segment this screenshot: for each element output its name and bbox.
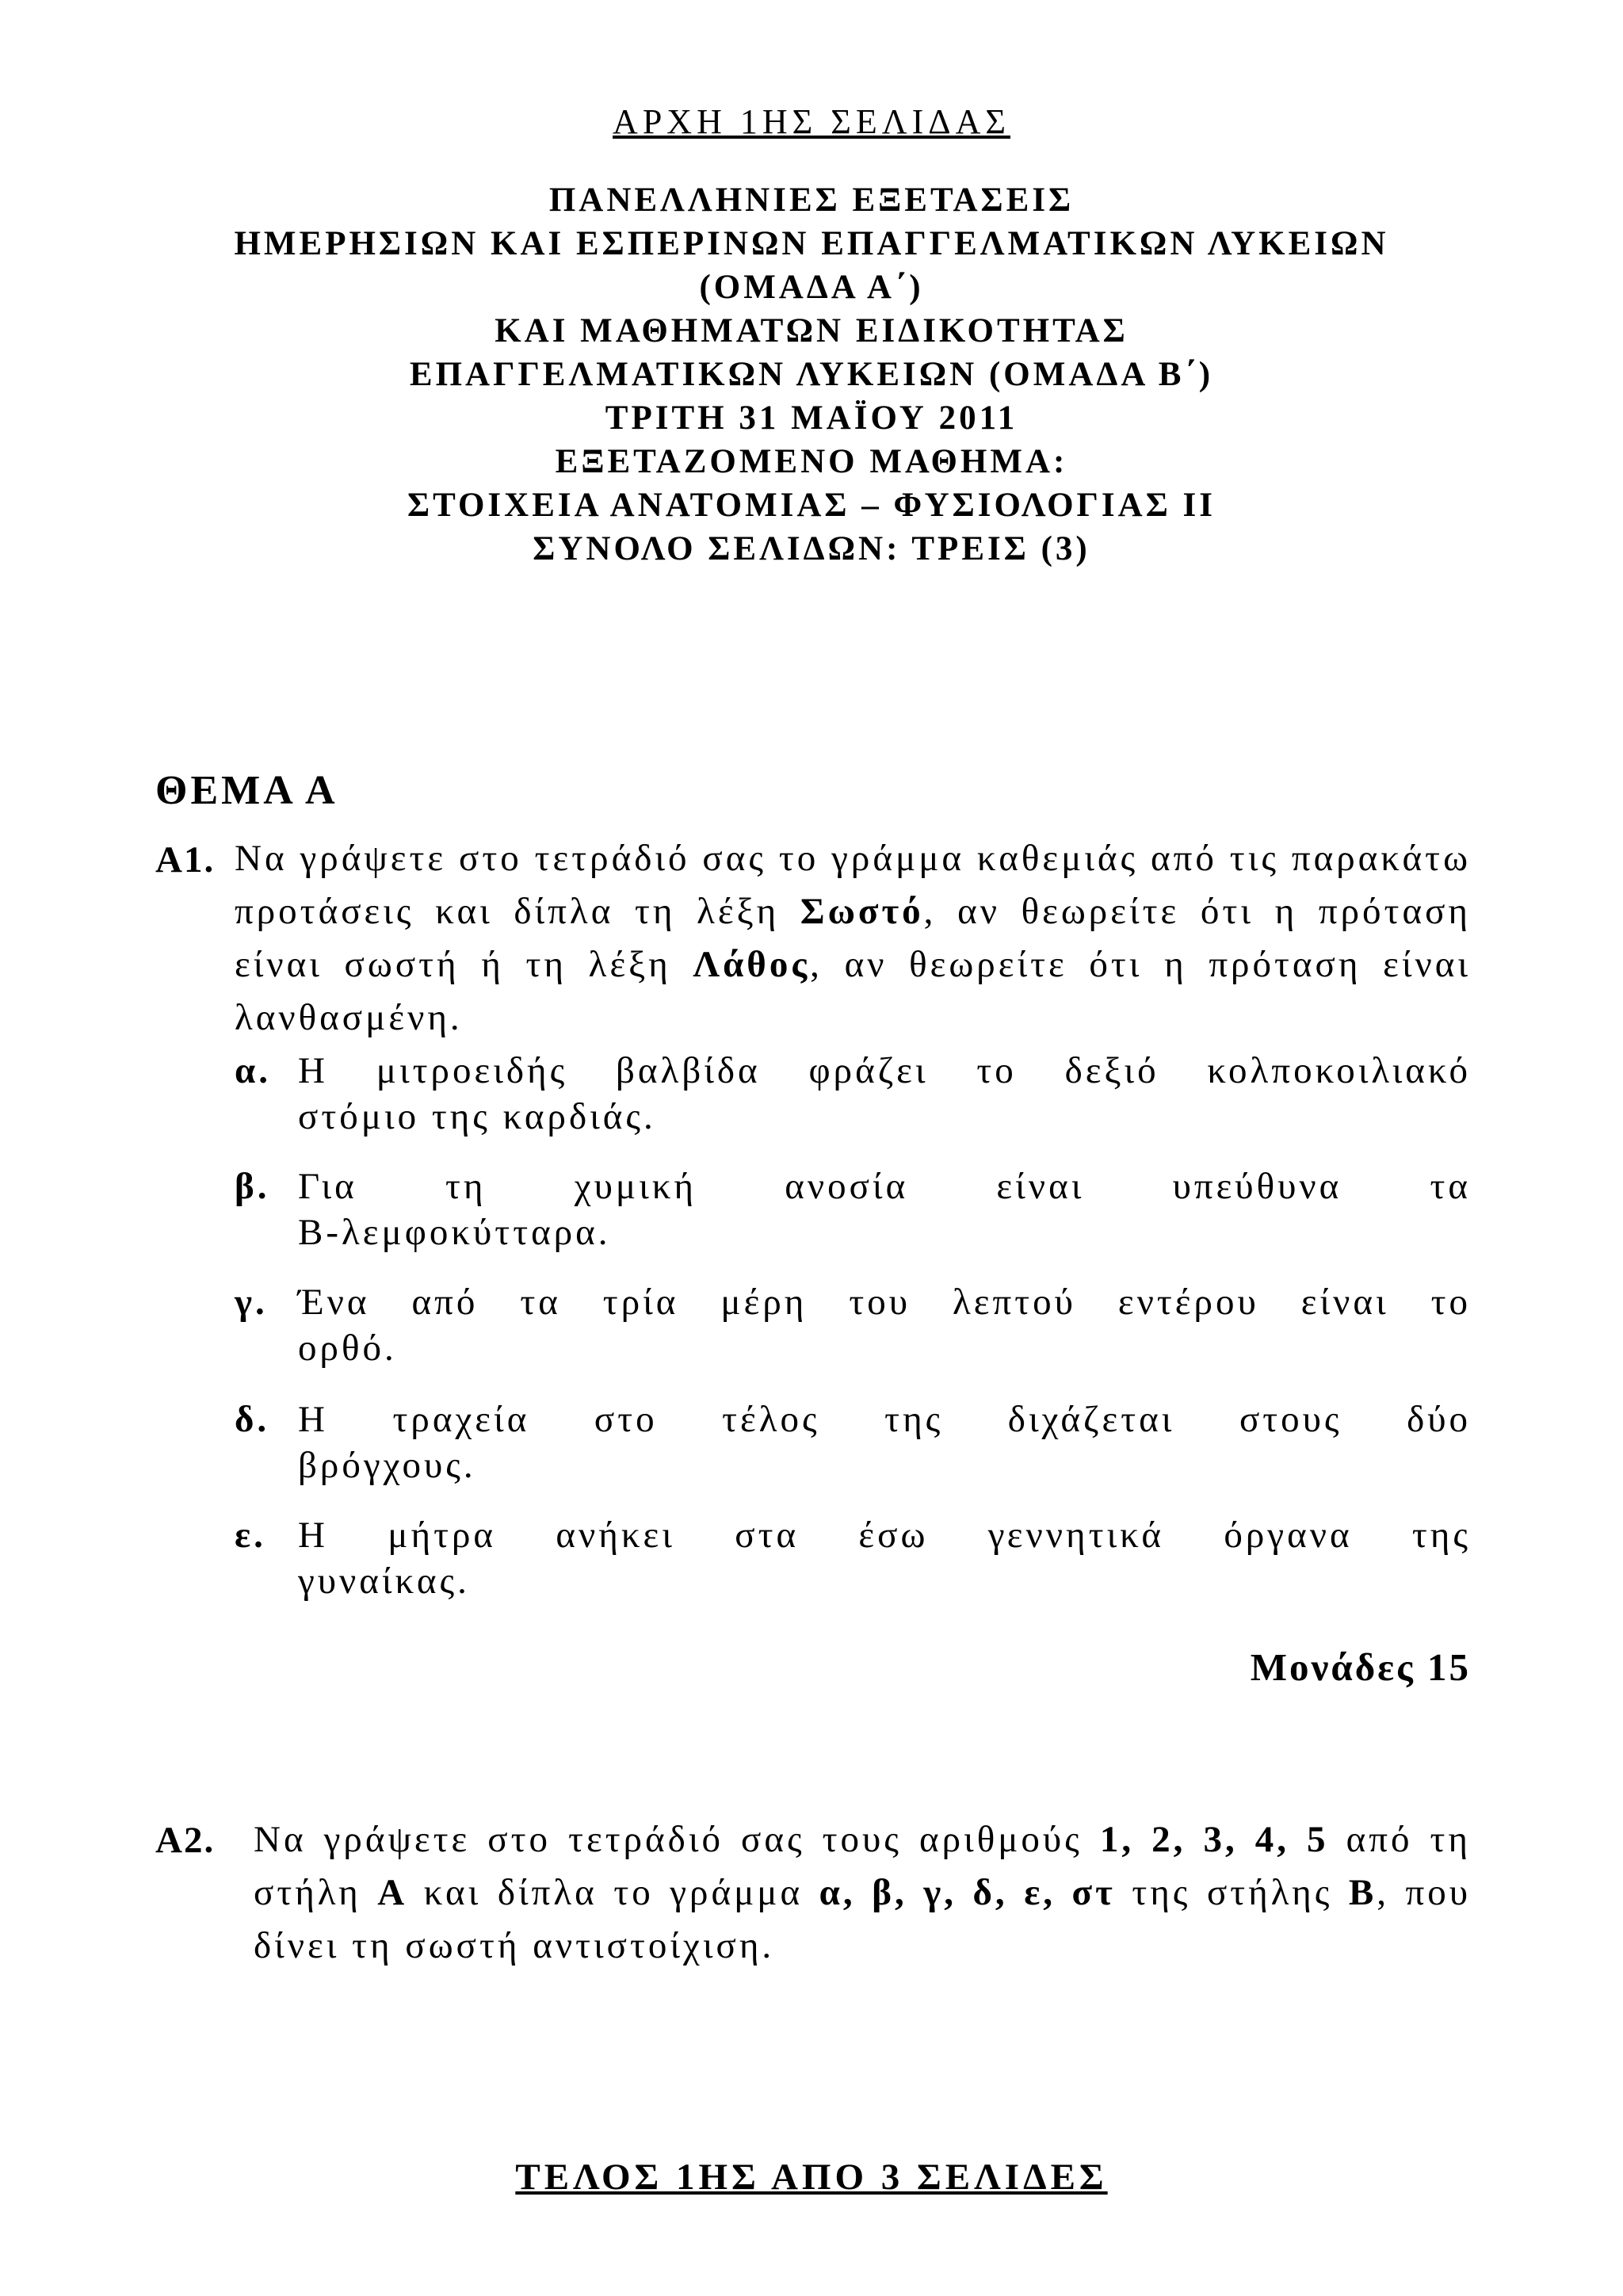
statement-item [235,1048,1471,1140]
a2-text-part: της στήλης [1115,1872,1349,1913]
statement-line: Β-λεμφοκύτταρα. [298,1212,611,1253]
header-line: ΤΡΙΤΗ 31 ΜΑΪΟΥ 2011 [605,399,1018,437]
page-top-header: ΑΡΧΗ 1ΗΣ ΣΕΛΙΔΑΣ [613,102,1010,141]
marks-label: Μονάδες 15 [1250,1645,1471,1689]
statement-marker: ε. [235,1515,266,1556]
statement-line: Η τραχεία στο τέλος της διχάζεται στους δύο [298,1399,1471,1440]
question-a1-text [235,832,1471,1045]
header-line: ΕΠΑΓΓΕΛΜΑΤΙΚΩΝ ΛΥΚΕΙΩΝ (ΟΜΑΔΑ Β΄) [409,356,1214,393]
a1-text-part: Να γράψετε στο τετράδιό σας το γράμμα καθεμιάς από τις παρακάτω προτάσεις και δίπλα τη λέξη [235,838,1471,932]
statement-marker: α. [235,1050,271,1091]
statement-marker: γ. [235,1282,268,1323]
statement-line: γυναίκας. [298,1561,470,1602]
statement-line: Για τη χυμική ανοσία είναι υπεύθυνα τα [298,1166,1471,1207]
statement-line: στόμιο της καρδιάς. [298,1096,656,1137]
a2-text-part: από τη στήλη [254,1819,1471,1913]
a1-bold-correct: Σωστό [800,891,924,932]
statement-marker: β. [235,1166,270,1207]
header-line: ΣΥΝΟΛΟ ΣΕΛΙΔΩΝ: ΤΡΕΙΣ (3) [533,530,1090,567]
header-line: ΗΜΕΡΗΣΙΩΝ ΚΑΙ ΕΣΠΕΡΙΝΩΝ ΕΠΑΓΓΕΛΜΑΤΙΚΩΝ ΛΥΚΕΙΩΝ [234,225,1389,262]
statement-marker: δ. [235,1399,270,1440]
exam-header [0,178,1623,571]
a1-bold-wrong: Λάθος [693,944,811,985]
a1-text-part: , αν θεωρείτε ότι η πρόταση είναι σωστή ή τη λέξη [235,891,1471,985]
statement-item [235,1512,1471,1604]
a2-text-part: και δίπλα το γράμμα [407,1872,819,1913]
statement-item [235,1396,1471,1488]
section-title: ΘΕΜΑ Α [155,768,338,813]
statement-line: Η μιτροειδής βαλβίδα φράζει το δεξιό κολποκοιλιακό [298,1050,1471,1091]
question-a2-label: Α2. [155,1820,216,1861]
statement-line: Ένα από τα τρία μέρη του λεπτού εντέρου είναι το [298,1282,1471,1323]
a1-text-part: , αν θεωρείτε ότι η πρόταση είναι λανθασμένη. [235,944,1471,1038]
a2-text-part: Να γράψετε στο τετράδιό σας τους αριθμούς [254,1819,1100,1860]
a2-bold-letters: α, β, γ, δ, ε, στ [819,1872,1116,1913]
header-line: ΣΤΟΙΧΕΙΑ ΑΝΑΤΟΜΙΑΣ – ΦΥΣΙΟΛΟΓΙΑΣ ΙΙ [407,487,1216,524]
statement-item [235,1279,1471,1371]
question-a2-text [254,1813,1471,1973]
a2-bold-numbers: 1, 2, 3, 4, 5 [1099,1819,1329,1860]
question-a1-label: Α1. [155,839,216,881]
a2-text-part: , που δίνει τη σωστή αντιστοίχιση. [254,1872,1472,1966]
statement-item [235,1163,1471,1255]
header-line: ΕΞΕΤΑΖΟΜΕΝΟ ΜΑΘΗΜΑ: [555,443,1068,480]
a2-bold-column-b: Β [1348,1872,1377,1913]
statement-line: ορθό. [298,1328,397,1369]
statement-line: βρόγχους. [298,1445,476,1486]
page-bottom-footer: ΤΕΛΟΣ 1ΗΣ ΑΠΟ 3 ΣΕΛΙΔΕΣ [515,2157,1108,2198]
header-line: (ΟΜΑΔΑ Α΄) [699,269,924,306]
statement-line: Η μήτρα ανήκει στα έσω γεννητικά όργανα της [298,1515,1471,1556]
header-line: ΠΑΝΕΛΛΗΝΙΕΣ ΕΞΕΤΑΣΕΙΣ [548,181,1075,219]
a2-bold-column-a: Α [377,1872,408,1913]
header-line: ΚΑΙ ΜΑΘΗΜΑΤΩΝ ΕΙΔΙΚΟΤΗΤΑΣ [495,312,1128,350]
